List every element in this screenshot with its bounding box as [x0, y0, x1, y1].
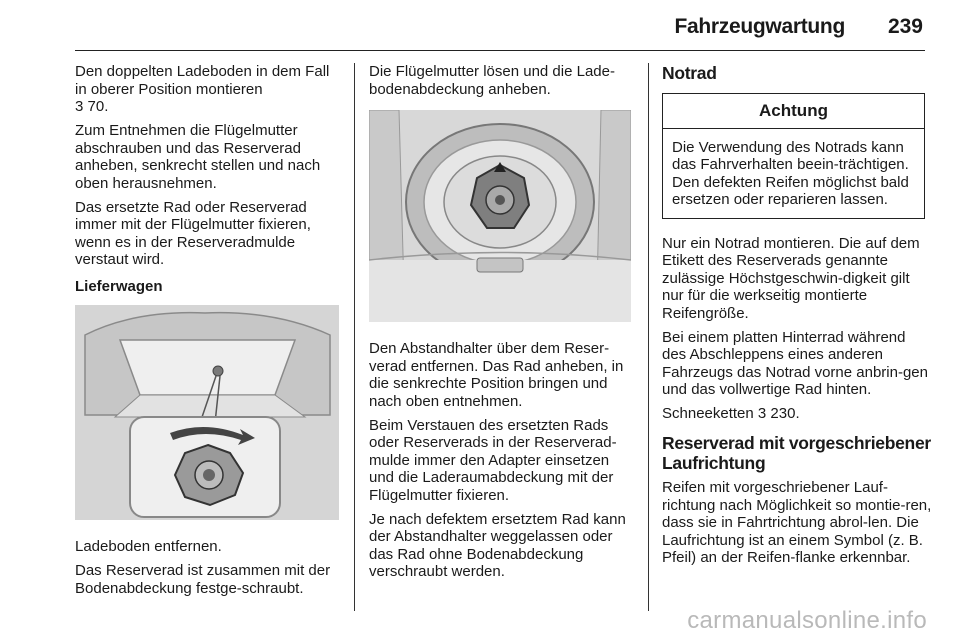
page-title: Fahrzeugwartung [674, 15, 845, 38]
section-heading-notrad: Notrad [662, 63, 717, 83]
van-spare-wheel-figure [75, 305, 339, 520]
callout-title: Achtung [663, 94, 924, 129]
watermark: carmanualsonline.info [687, 607, 927, 634]
spare-wheel-well-figure [369, 110, 631, 322]
column-2 [369, 63, 635, 587]
van-cargo-illustration [75, 305, 339, 520]
section-heading-laufrichtung: Reserverad mit vorgeschriebener Laufrichtung [662, 432, 931, 473]
paragraph: Zum Entnehmen die Flügelmutter abschrauben und das Reserverad anheben, senkrecht stellen und nach oben herausnehmen. [75, 122, 321, 192]
column-3 [662, 63, 932, 573]
paragraph: Ladeboden entfernen. [75, 538, 222, 555]
warning-callout [662, 93, 925, 219]
column-divider-2 [648, 63, 649, 611]
column-1 [75, 63, 343, 604]
paragraph: Nur ein Notrad montieren. Die auf dem Etikett des Reserverads genannte zulässige Höchstgeschwin-digkeit gilt nur für die werkseitig montierte Reifengröße. [662, 234, 920, 322]
spare-wheel-illustration [369, 110, 631, 322]
column-divider-1 [354, 63, 355, 611]
paragraph: Den Abstandhalter über dem Reser-verad entfernen. Das Rad anheben, in die senkrechte Position bringen und nach oben entnehmen. [369, 340, 624, 410]
paragraph: Beim Verstauen des ersetzten Rads oder Reserverads in der Reserverad-mulde immer den Adapter einsetzen und die Laderaumabdeckung mit der Flügelmutter fixieren. [369, 416, 617, 504]
callout-body: Die Verwendung des Notrads kann das Fahrverhalten beein-trächtigen. Den defekten Reifen möglichst bald ersetzen oder reparieren lassen. [672, 138, 909, 208]
paragraph: Die Flügelmutter lösen und die Lade-bodenabdeckung anheben. [369, 63, 615, 98]
page-number: 239 [887, 15, 923, 38]
paragraph: Je nach defektem ersetztem Rad kann der Abstandhalter weggelassen oder das Rad ohne Bodenabdeckung verschraubt werden. [369, 510, 626, 580]
page-header [75, 0, 925, 51]
subheading-lieferwagen: Lieferwagen [75, 277, 163, 295]
paragraph: Schneeketten 3 230. [662, 405, 800, 422]
page-reference: 3 70. [75, 98, 109, 115]
paragraph: Reifen mit vorgeschriebener Lauf-richtung nach Möglichkeit so montie-ren, dass sie in Fahrtrichtung abrol-len. Die Laufrichtung ist an einem Symbol (z. B. Pfeil) an der Reifen-flanke erkennbar. [662, 479, 932, 566]
paragraph: Das ersetzte Rad oder Reserverad immer mit der Flügelmutter fixieren, wenn es in der Reserveradmulde verstaut wird. [75, 198, 311, 268]
paragraph: Bei einem platten Hinterrad während des Abschleppens eines anderen Fahrzeugs das Notrad vorne anbrin-gen und das vollwertige Rad hinten. [662, 328, 928, 398]
paragraph: Das Reserverad ist zusammen mit der Bodenabdeckung festge-schraubt. [75, 562, 331, 597]
paragraph: Den doppelten Ladeboden in dem Fall in oberer Position montieren 3 70. [75, 63, 330, 115]
